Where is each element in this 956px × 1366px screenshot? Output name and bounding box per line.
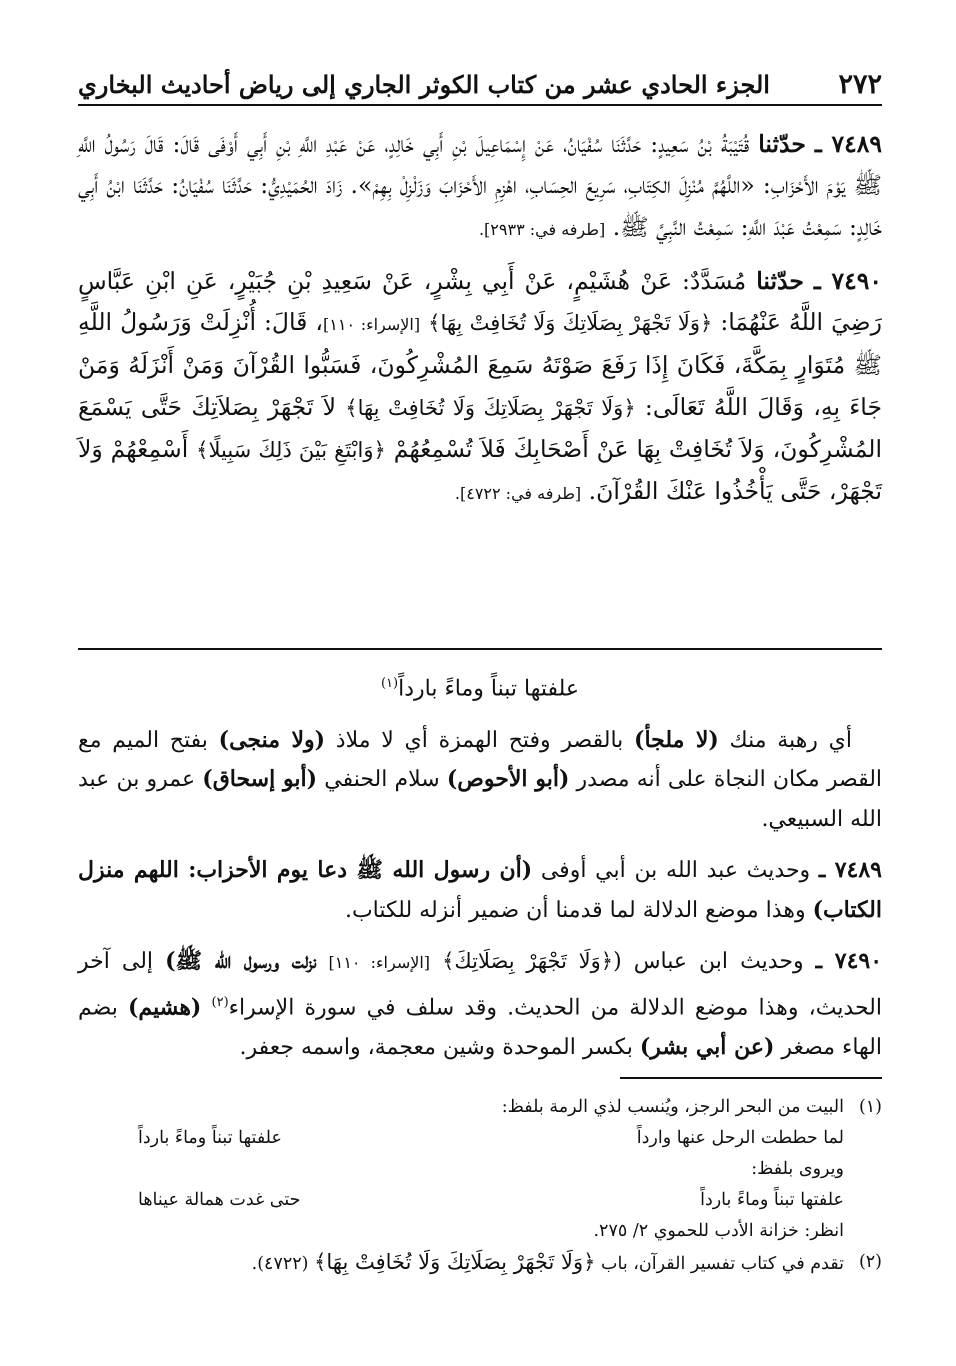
commentary-term: نزلت ورسول الله ﷺ) <box>165 948 317 975</box>
quran-quote: ﴿وَلَا تَجْهَرْ بِصَلَاتِكَ وَلَا تُخَافِتْ بِهَا﴾ <box>314 1250 596 1274</box>
cross-reference: [طرفه في: ٢٩٣٣]. <box>478 219 606 239</box>
hadith-number: ٧٤٩٠ ـ <box>815 948 883 975</box>
hadith-body: مُسَدَّدٌ: عَنْ هُشَيْمٍ، عَنْ أَبِي بِشْرٍ، عَنْ سَعِيدِ بْنِ جُبَيْرٍ، عَنِ ابْنِ عَبَّاسٍ رَضِيَ اللَّهُ عَنْهُمَا: <box>78 266 882 337</box>
footnote-text-part: (٤٧٢٢). <box>251 1254 309 1274</box>
commentary-paragraph <box>78 851 882 930</box>
verse-first-half: علفتها تبناً وماءً بارداً <box>700 1190 844 1210</box>
commentary <box>78 664 882 1079</box>
commentary-text: بكسر الموحدة وشين معجمة، واسمه جعفر. <box>239 1034 633 1060</box>
verse-line <box>78 1123 844 1154</box>
footnote-number: (١) <box>858 1097 882 1117</box>
commentary-term: (أبو إسحاق) <box>202 766 318 793</box>
hadith-body: لاَ تَجْهَرْ بِصَلاَتِكَ حَتَّى يَسْمَعَ المُشْرِكُونَ، وَلاَ تُخَافِتْ بِهَا عَنْ أَصْحَابِكَ فَلاَ تُسْمِعُهُمْ <box>78 392 882 464</box>
quran-quote: ﴿وَلَا تَجْهَرْ بِصَلَاتِكَ وَلَا تُخَافِتْ بِهَا﴾ <box>345 395 636 420</box>
hadith-body: قُتَيْبَةُ بْنُ سَعِيدٍ: حَدَّثَنَا سُفْيَانُ، عَنْ إِسْمَاعِيلَ بْنِ أَبِي خَالِدٍ، عَنْ عَبْدِ اللَّهِ بْنِ أَبِي أَوْفَى قَالَ: قَالَ رَسُولُ اللَّهِ ﷺ يَوْمَ الأَحْزَابِ: «اللَّهُمَّ مُنْزِلَ الكِتَابِ، سَرِيعَ الحِسَابِ، اهْزِمِ الأَحْزَابَ وَزَلْزِلْ بِهِمْ». زَادَ الحُمَيْدِيُّ: حَدَّثَنَا سُفْيَانُ: حَدَّثَنَا ابْنُ أَبِي خَالِدٍ: سَمِعْتُ عَبْدَ اللَّهِ: سَمِعْتُ النَّبِيَّ ﷺ. <box>78 130 882 241</box>
hadith-text <box>78 124 882 526</box>
footnote-marker: (١) <box>380 676 399 691</box>
surah-reference: [الإسراء: ١١٠] <box>323 315 421 335</box>
hadith-number: ٧٤٩٠ ـ <box>813 266 882 295</box>
verse-line <box>78 1185 844 1216</box>
hadith-7490 <box>78 261 882 515</box>
hadith-7489 <box>78 124 882 250</box>
quran-quote: ﴿وَلَا تَجْهَرْ بِصَلَاتِكَ وَلَا تُخَافِتْ بِهَا﴾ <box>428 311 713 336</box>
footnote-source: انظر: خزانة الأدب للحموي ٢/ ٢٧٥. <box>593 1221 844 1241</box>
commentary-text: إلى آخر الحديث، وهذا موضع الدلالة من الحديث. وقد سلف في سورة الإسراء <box>78 949 883 1021</box>
commentary-term: (لا ملجأ) <box>634 726 719 753</box>
section-divider <box>78 648 882 650</box>
hadith-body: أَسْمِعْهُمْ وَلاَ تَجْهَرْ، حَتَّى يَأْخُذُوا عَنْكَ القُرْآنَ. <box>78 435 882 506</box>
commentary-paragraph <box>78 942 882 1067</box>
footnote-2 <box>78 1247 882 1280</box>
commentary-text: بالقصر وفتح الهمزة أي لا ملاذ <box>335 727 624 753</box>
footnote-marker: (٢) <box>211 994 229 1010</box>
header-rule <box>78 104 882 106</box>
verse-second-half: علفتها تبناً وماءً بارداً <box>138 1128 282 1148</box>
commentary-term: (ولا منجى) <box>218 726 326 753</box>
commentary-text: وحديث عبد الله بن أبي أوفى <box>540 858 811 884</box>
hadith-body: ، قَالَ: أُنْزِلَتْ وَرَسُولُ اللَّهِ ﷺ مُتَوَارٍ بِمَكَّةَ، فَكَانَ إِذَا رَفَعَ صَوْتَهُ سَمِعَ المُشْرِكُونَ، فَسَبُّوا القُرْآنَ وَمَنْ أَنْزَلَهُ وَمَنْ جَاءَ بِهِ، وَقَالَ اللَّهُ تَعَالَى: <box>78 308 882 421</box>
commentary-term: (عن أبي بشر) <box>639 1033 775 1060</box>
quran-quote: ﴿وَابْتَغِ بَيْنَ ذَلِكَ سَبِيلًا﴾ <box>196 438 386 463</box>
commentary-term: (أن رسول الله ﷺ دعا يوم الأحزاب: اللهم منزل الكتاب) <box>78 857 882 923</box>
verse-text: علفتها تبناً وماءً بارداً <box>398 676 580 702</box>
running-header <box>78 62 882 106</box>
commentary-text: عمرو بن عبد الله السبيعي. <box>78 767 882 832</box>
footnote-text: ويروى بلفظ: <box>751 1159 844 1179</box>
hadith-lead: حدّثنا <box>756 266 804 295</box>
commentary-text: أي رهبة منك <box>729 727 852 753</box>
verse-second-half: حتى غدت همالة عيناها <box>138 1190 301 1210</box>
footnote-number: (٢) <box>858 1252 882 1272</box>
commentary-paragraph <box>78 721 882 840</box>
poetry-verse <box>78 664 882 709</box>
commentary-text: بفتح الميم مع القصر مكان النجاة على أنه مصدر <box>78 727 883 793</box>
footnote-1 <box>78 1092 882 1123</box>
page-number: ٢٧٢ <box>838 68 882 100</box>
footnote-text <box>78 1247 844 1280</box>
footnote-text-part: تقدم في كتاب تفسير القرآن، باب <box>601 1254 844 1274</box>
footnote-text: البيت من البحر الرجز، ويُنسب لذي الرمة بلفظ: <box>501 1097 844 1117</box>
quran-quote: ﴿وَلَا تَجْهَرْ بِصَلَاتِكَ﴾ <box>442 949 614 974</box>
hadith-number: ٧٤٨٩ ـ <box>818 857 882 884</box>
surah-reference: [الإسراء: ١١٠] <box>328 953 431 973</box>
commentary-text: وهذا موضع الدلالة لما قدمنا أن ضمير أنزله للكتاب. <box>344 897 806 923</box>
footnotes <box>78 1092 882 1280</box>
cross-reference: [طرفه في: ٤٧٢٢]. <box>454 484 582 504</box>
commentary-text: وحديث ابن عباس ( <box>613 949 804 975</box>
commentary-term: (هشيم) <box>128 994 202 1021</box>
verse-first-half: لما حططت الرحل عنها وارداً <box>636 1128 844 1148</box>
commentary-text: بضم الهاء مصغر <box>78 995 882 1060</box>
hadith-number: ٧٤٨٩ ـ <box>814 130 882 158</box>
book-title: الجزء الحادي عشر من كتاب الكوثر الجاري إلى رياض أحاديث البخاري <box>78 69 770 99</box>
footnote-rule <box>620 1077 882 1079</box>
hadith-lead: حدّثنا <box>758 130 806 158</box>
commentary-text: سلام الحنفي <box>324 767 440 793</box>
commentary-term: (أبو الأحوص) <box>446 766 570 793</box>
